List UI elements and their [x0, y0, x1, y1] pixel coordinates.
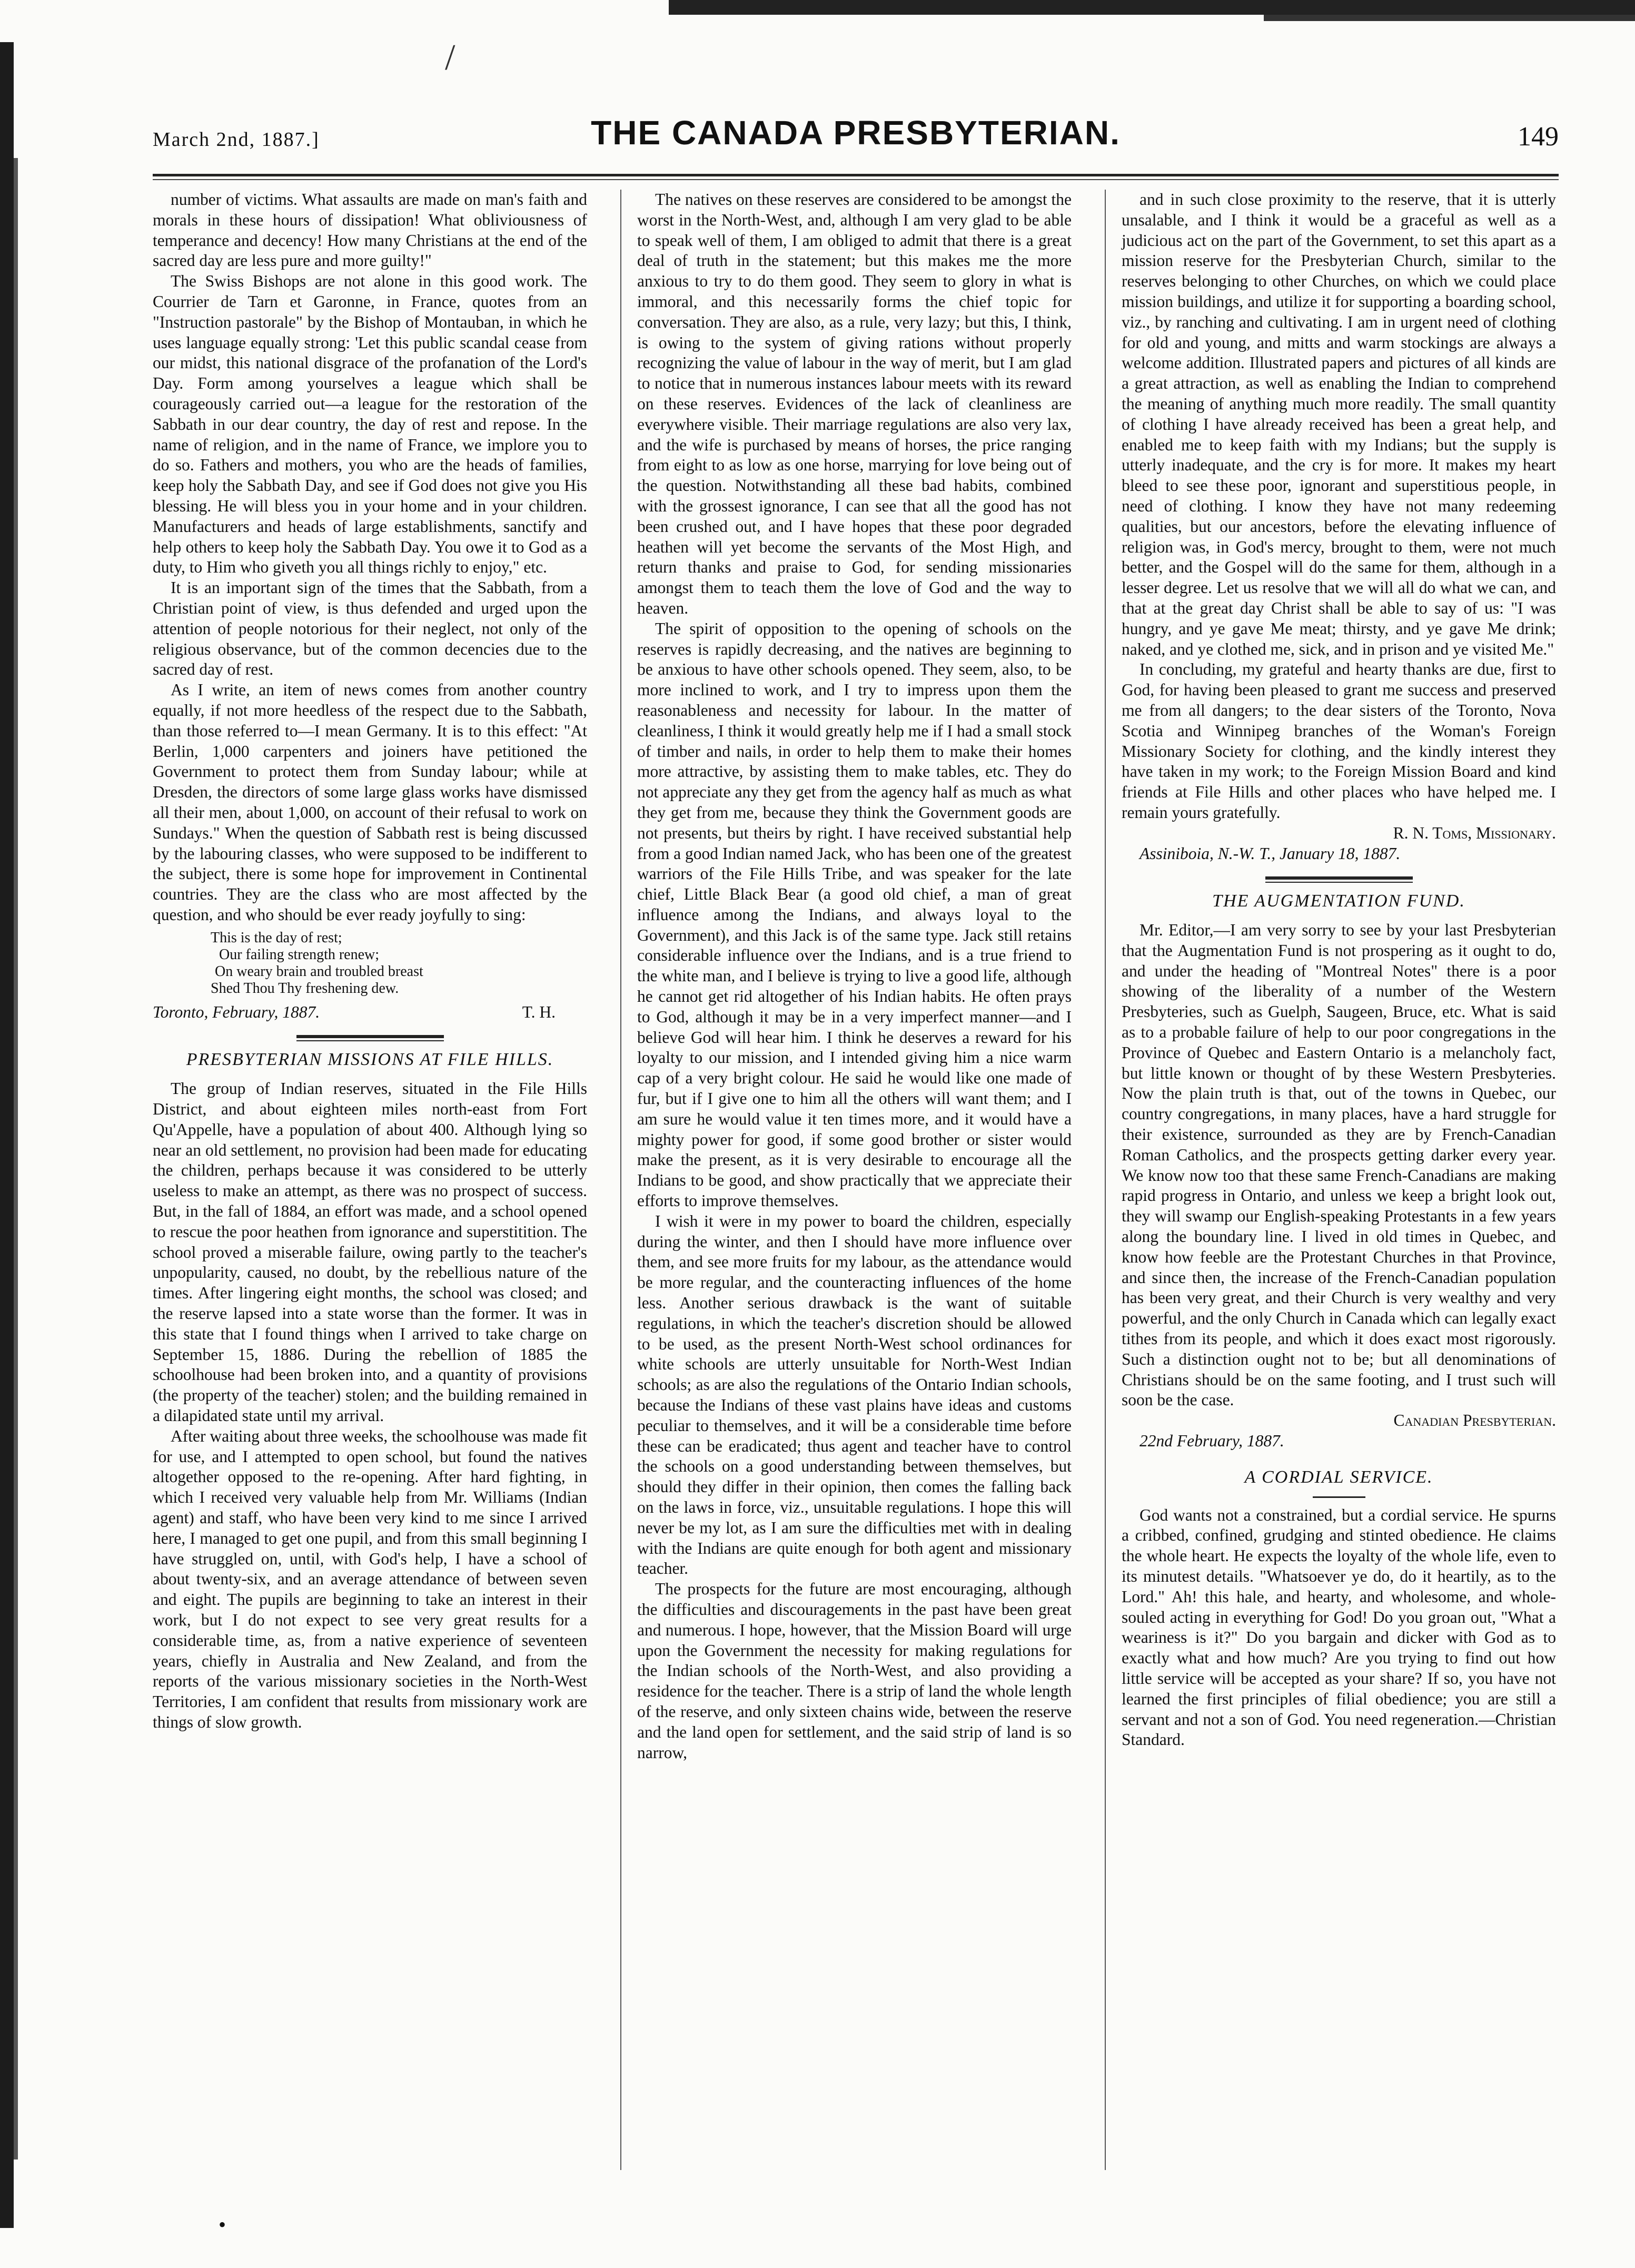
binding-shadow — [0, 42, 14, 2228]
binding-shadow — [14, 158, 18, 2159]
ink-mark: / — [445, 37, 455, 78]
paragraph: The spirit of opposition to the opening of schools on the reserves is rapidly decreasing, and the natives are beginning to be anxious to have other schools opened. They seem, also, to be more inclined to work, and I try to impress upon them the reasonableness and necessity for labour. In the matter of cleanliness, I think it would greatly help me if I had a small stock of timber and nails, in order to help them to make their homes more attractive, by assisting them to make tables, etc. They do not appreciate any they get from the agency half as much as what they get from me, because they think the Government goods are not presents, but theirs by right. I have received substantial help from a good Indian named Jack, who has been one of the greatest warriors of the File Hills Tribe, and was speaker for the late chief, Little Black Bear (a good old chief, a man of great influence among the Indians, and always loyal to the Government), and this Jack is of the same type. Jack still retains considerable influence over the Indians, and is a true friend to the white man, and I believe is trying to live a good life, although he cannot get rid altogether of his Indian habits. He often prays to God, although it may be in a very imperfect manner—and I believe God will hear him. I think he deserves a reward for his loyalty to our mission, and I intended giving him a nice warm cap of a very bright colour. He said he would like one made of fur, but if I give one to him all the others will want them; and I am sure he would value it ten times more, and it would have a mighty power for good, if some good brother or sister would make the present, as it is very desirable to encourage all the Indians to be good, and show practically that we appreciate their efforts to improve themselves. — [637, 619, 1072, 1210]
column-1 — [153, 190, 587, 1733]
paragraph: As I write, an item of news comes from another country equally, if not more heedless of the respect due to the Sabbath, than those referred to—I mean Germany. It is to this effect: "At Berlin, 1,000 carpenters and joiners have petitioned the Government to protect them from Sunday labour; while at Dresden, the directors of some large glass works have dismissed all their men, about 1,000, on account of their refusal to work on Sundays." When the question of Sabbath rest is being discussed by the labouring classes, who were supposed to be indifferent to the subject, there is some hope for improvement in Continental countries. They are the class who are most affected by the question, and who should be ever ready joyfully to sing: — [153, 681, 587, 924]
scan-edge-bar — [1264, 15, 1635, 21]
page-header — [153, 113, 1559, 166]
page-number: 149 — [1518, 122, 1559, 152]
paragraph: It is an important sign of the times that the Sabbath, from a Christian point of view, is thus defended and urged upon the attention of people notorious for their neglect, not only of the religious observance, but of the common decencies due to the sacred day of rest. — [153, 578, 587, 679]
article-heading: A CORDIAL SERVICE. — [1244, 1467, 1433, 1487]
hymn-verse — [211, 930, 587, 997]
paragraph: and in such close proximity to the reserve, that it is utterly unsalable, and I think it would be a graceful as well as a judicious act on the part of the Government, to set this apart as a mission reserve for the Presbyterian Church, similar to the reserves belonging to other Churches, on which we could place mission buildings, and utilize it for supporting a boarding school, viz., by ranching and cultivating. I am in urgent need of clothing for old and young, and mitts and warm stockings are always a welcome addition. Illustrated papers and pictures of all kinds are a great attraction, as well as enabling the Indian to comprehend the meaning of anything much more readily. The small quantity of clothing I have already received has been a great help, and enabled me to keep faith with my Indians; but the supply is utterly inadequate, and the cry is for more. It makes my heart bleed to see these poor, ignorant and superstitious people, in need of clothing. I know they have not many redeeming qualities, but our ancestors, before the elevating influence of religion was, in God's mercy, brought to them, were not much better, and the Gospel will do the same for them, although in a lesser degree. Let us resolve that we will all do what we can, and that at the great day Christ shall be able to say of us: "I was hungry, and ye gave Me meat; thirsty, and ye gave Me drink; naked, and ye clothed me, sick, and in prison and ye visited Me." — [1122, 190, 1556, 658]
column-2 — [637, 190, 1072, 1763]
paragraph: The Swiss Bishops are not alone in this good work. The Courrier de Tarn et Garonne, in France, quotes from an "Instruction pastorale" by the Bishop of Montauban, in which he uses language equally strong: 'Let this public scandal cease from our midst, this national disgrace of the profanation of the Lord's Day. Form among yourselves a league which shall be courageously carried out—a league for the restoration of the Sabbath in our dear country, the day of rest and repose. In the name of religion, and in the name of France, we implore you to do so. Fathers and mothers, you who are the heads of families, keep holy the Sabbath Day, and see if God does not give you His blessing. He will bless you in your home and in your children. Manufacturers and heads of large establishments, sanctify and help others to keep holy the Sabbath Day. You owe it to God as a duty, to Him who giveth you all things richly to enjoy," etc. — [153, 272, 587, 577]
signature-name: Canadian Presbyterian. — [1393, 1411, 1556, 1430]
signature-place: Assiniboia, N.-W. T., January 18, 1887. — [1139, 844, 1401, 863]
article-heading: PRESBYTERIAN MISSIONS AT FILE HILLS. — [186, 1050, 554, 1070]
paragraph: God wants not a constrained, but a cordial service. He spurns a cribbed, confined, grudging and stinted obedience. He claims the whole heart. He expects the loyalty of the whole life, even to its minutest details. "Whatsoever ye do, do it heartily, as to the Lord." Ah! this hale, and hearty, and wholesome, and whole-souled acting in everything for God! Do you groan out, "What a weariness is it?" Do you bargain and dicker with God as to exactly what and how much? Are you trying to find out how little service will be accepted as your share? If so, you have not learned the first principles of filial obedience; you are still a servant and not a son of God. You need regeneration.—Christian Standard. — [1122, 1505, 1556, 1749]
article-heading: THE AUGMENTATION FUND. — [1212, 891, 1465, 911]
section-rule — [296, 1035, 444, 1041]
verse-line: Our failing strength renew; — [219, 946, 380, 963]
column-3 — [1122, 190, 1556, 1750]
verse-line: Shed Thou Thy freshening dew. — [211, 980, 399, 997]
paragraph: The natives on these reserves are considered to be amongst the worst in the North-West, and, although I am very glad to be able to speak well of them, I am obliged to admit that there is a great deal of truth in the statement; but this makes me the more anxious to try to do them good. They seem to glory in what is immoral, and this necessarily forms the chief topic for conversation. They are also, as a rule, very lazy; but this, I think, is owing to the system of giving rations without properly recognizing the value of labour in the way of merit, but I am glad to notice that in numerous instances labour meets with its reward on these reserves. Evidences of the lack of cleanliness are everywhere visible. Their marriage regulations are also very lax, and the wife is purchased by means of horses, the price ranging from eight to as low as one horse, marrying for love being out of the question. Notwithstanding all these bad habits, combined with the grossest ignorance, I can see that all the good has not been crushed out, and I have hopes that these poor degraded heathen will yet become the servants of the Most High, and return thanks and praise to God, for sending missionaries amongst them to teach them the love of God and the way to heaven. — [637, 190, 1072, 617]
signature-place: Toronto, February, 1887. — [153, 1002, 320, 1021]
header-rule — [153, 174, 1559, 176]
signature-name: R. N. Toms, Missionary. — [1393, 823, 1556, 842]
paragraph: number of victims. What assaults are made on man's faith and morals in these hours of dissipation! What obliviousness of temperance and decency! How many Christians at the end of the sacred day are less pure and more guilty!" — [153, 190, 587, 270]
verse-line: This is the day of rest; — [211, 929, 342, 946]
header-rule — [153, 179, 1559, 180]
verse-line: On weary brain and troubled breast — [215, 963, 423, 980]
signature-place: 22nd February, 1887. — [1139, 1432, 1284, 1451]
paragraph: In concluding, my grateful and hearty thanks are due, first to God, for having been pleased to grant me success and preserved me from all dangers; to the dear sisters of the Toronto, Nova Scotia and Winnipeg branches of the Woman's Foreign Missionary Society for clothing, and the kindly interest they have taken in my work; to the Foreign Mission Board and kind friends at File Hills and other places who have helped me. I remain yours gratefully. — [1122, 660, 1556, 822]
paragraph: The group of Indian reserves, situated in the File Hills District, and about eighteen miles north-east from Fort Qu'Appelle, have a population of about 400. Although lying so near an old settlement, no provision had been made for educating the children, perhaps because it was considered to be utterly useless to make an attempt, as there was no prospect of success. But, in the fall of 1884, an effort was made, and a school opened to rescue the poor heathen from ignorance and superstitition. The school proved a miserable failure, owing partly to the teacher's unpopularity, caused, no doubt, by the rebellious nature of the times. After lingering eight months, the school was closed; and the reserve lapsed into a state worse than the former. It was in this state that I found things when I arrived to take charge on September 15, 1886. During the rebellion of 1885 the schoolhouse had been broken into, and a quantity of provisions (the property of the teacher) stolen; and the building remained in a dilapidated state until my arrival. — [153, 1079, 587, 1425]
newspaper-title: THE CANADA PRESBYTERIAN. — [591, 114, 1121, 152]
section-rule — [1265, 876, 1413, 883]
ink-dot: • — [219, 2213, 226, 2236]
issue-date: March 2nd, 1887.] — [153, 129, 320, 151]
section-rule — [1313, 1496, 1365, 1498]
column-divider — [620, 190, 621, 2170]
scan-edge-bar — [669, 0, 1635, 15]
paragraph: Mr. Editor,—I am very sorry to see by your last Presbyterian that the Augmentation Fund is not prospering as it ought to do, and under the heading of "Montreal Notes" there is a poor showing of the liberality of a number of the Western Presbyteries, such as Guelph, Saugeen, Bruce, etc. What is said as to a probable failure of help to our poor congregations in the Province of Quebec and Eastern Ontario is a melancholy fact, but little known or thought of by these Western Presbyteries. Now the plain truth is that, out of the towns in Quebec, our country congregations, in many places, have a hard struggle for their existence, surrounded as they are by French-Canadian Roman Catholics, and the prospects getting darker every year. We know now too that these same French-Canadians are making rapid progress in Ontario, and unless we keep a bright look out, they will swamp our English-speaking Protestants in a few years along the boundary line. I lived in old times in Quebec, and know how feeble are the Protestant Churches in that Province, and since then, the increase of the French-Canadian population has been very great, and their Church is very wealthy and very powerful, and the only Church in Canada which can legally exact tithes from its people, and which it does exact most rigorously. Such a distinction ought not to be; but all denominations of Christians should be on the same footing, and I trust such will soon be the case. — [1122, 921, 1556, 1409]
signature — [153, 1002, 587, 1023]
paragraph: After waiting about three weeks, the schoolhouse was made fit for use, and I attempted to open school, but found the natives altogether opposed to the re-opening. After hard fighting, in which I received very valuable help from Mr. Williams (Indian agent) and staff, who have been very kind to me since I arrived here, I managed to get one pupil, and from this small beginning I have struggled on, until, with God's help, I have a school of about twenty-six, and an average attendance of between seven and eight. The pupils are beginning to take an interest in their work, but I do not expect to see very great results for a considerable time, as, from a native experience of seventeen years, chiefly in Australia and New Zealand, and from the reports of the various missionary societies in the North-West Territories, I am confident that results from missionary work are things of slow growth. — [153, 1426, 587, 1731]
column-divider — [1105, 190, 1106, 2170]
signature-name: T. H. — [522, 1002, 556, 1021]
paragraph: The prospects for the future are most encouraging, although the difficulties and discouragements in the past have been great and numerous. I hope, however, that the Mission Board will urge upon the Government the necessity for making regulations for the Indian schools of the North-West, and also providing a residence for the teacher. There is a strip of land the whole length of the reserve, and only sixteen chains wide, between the reserve and the land open for settlement, and the said strip of land is so narrow, — [637, 1580, 1072, 1762]
paragraph: I wish it were in my power to board the children, especially during the winter, and then I should have more influence over them, and see more fruits for my labour, as the attendance would be more regular, and the counteracting influences of the home less. Another serious drawback is the want of suitable regulations, in which the teacher's discretion should be allowed to be used, as the present North-West school ordinances for white schools are utterly unsuitable for North-West Indian schools; as are also the regulations of the Ontario Indian schools, because the Indians of these vast plains have ideas and customs peculiar to themselves, and it will be a considerable time before these can be eradicated; thus agent and teacher have to control the schools on a good understanding between themselves, but should they differ in their opinion, then comes the falling back on the laws in force, viz., unsuitable regulations. I hope this will never be my lot, as I am sure the difficulties met with in dealing with the Indians are quite enough for both agent and missionary teacher. — [637, 1211, 1072, 1578]
